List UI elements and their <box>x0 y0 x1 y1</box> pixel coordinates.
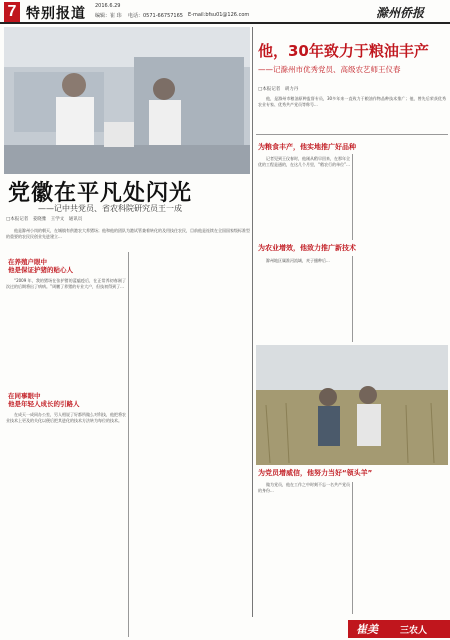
left-subheadline: ——记中共党员、省农科院研究员王一成 <box>38 204 182 213</box>
left-col2-text <box>131 252 251 402</box>
left-col2-text-2 <box>131 404 251 634</box>
masthead-date: 2016.6.29 <box>95 3 121 9</box>
right-byline: □本报记者 胡力丹 <box>258 87 299 92</box>
right-section2-col2 <box>355 258 447 342</box>
right-section1-col1 <box>258 156 350 238</box>
column-divider <box>128 252 129 637</box>
left-section2-title: 在同事眼中 他是年轻人成长的引路人 <box>8 392 80 408</box>
left-headline: 党徽在平凡处闪光 <box>8 181 193 206</box>
left-section1-title: 在养殖户眼中 他是保证护猪的贴心人 <box>8 258 73 274</box>
right-section1-title: 为粮食丰产，他实地推广好品种 <box>258 143 356 151</box>
right-intro-rule <box>256 134 448 135</box>
section-title: 特别报道 <box>26 6 86 22</box>
footer-label: 三农人 <box>400 626 428 636</box>
right-section3-title: 为党员增威信，他努力当好“领头羊” <box>258 469 373 477</box>
right-intro <box>258 96 446 130</box>
left-section1-text: “2009 年，我的猪场在张护猪的蓝瘟疫后，在正常养初春刚了次过的后期将出了病病。”周鹏了养猪的专业大户，但技初得到了... <box>6 278 126 289</box>
right-subheadline: ——记滁州市优秀党员、高级农艺师王仪春 <box>258 65 401 74</box>
photo-wheat-field <box>256 345 448 465</box>
right-column-divider <box>352 154 353 240</box>
right-section3-col1 <box>258 482 350 614</box>
right-section2-title: 为农业增效，他致力推广新技术 <box>258 244 356 252</box>
photo-lab-researcher <box>4 27 250 174</box>
right-column-divider-3 <box>352 482 353 614</box>
masthead-phone: 电话：0571-66757165 <box>128 13 183 19</box>
left-col1-text <box>6 278 126 388</box>
paper-name: 滁州侨报 <box>376 6 425 20</box>
right-section1-col2 <box>355 156 447 238</box>
masthead-editor: 编辑：崔 玮 <box>95 13 122 19</box>
masthead-rule <box>0 22 450 24</box>
footer-bar <box>348 620 450 638</box>
left-intro <box>6 228 250 252</box>
field-photo-graphic <box>256 345 448 465</box>
right-section2-col1 <box>258 258 350 342</box>
page-number: 7 <box>4 2 20 22</box>
lab-photo-graphic <box>4 27 250 174</box>
right-column-divider-2 <box>352 256 353 342</box>
right-section3-col2 <box>355 482 447 614</box>
right-section1-text: 记者见到王仪春时，他刚从稻早回来，在那年全优的工程是通的，在这几个月里，“稻农行的单位”... <box>258 156 350 167</box>
right-intro-text: 他，是滁州市粮油原种监督专员，30多年来一直致力于粮油作物品种技术推广；他，曾先后荣获优秀农业专家、优秀共产党员等称号... <box>258 96 446 107</box>
right-headline: 他，30年致力于粮油丰产 <box>258 42 429 60</box>
right-section3-text: 做为党员，他在工作之中时刻不忘一名共产党员的身份... <box>258 482 350 493</box>
masthead-email: E-mail:bfsu01@126.com <box>188 12 250 18</box>
right-section2-text: 滁州地区属淮河流域，麦子播种后... <box>266 258 330 263</box>
left-col1-text-2 <box>6 412 126 634</box>
left-byline: □本报记者 姜晓雅 王学文 通讯员 <box>6 217 83 222</box>
masthead <box>0 0 450 24</box>
story-divider <box>252 27 253 617</box>
footer-logo: 崔美 <box>356 623 378 636</box>
left-section2-text: 在成天一成同办公室，另人相说了好都所做么对科技，他把将农业技术上更及的关化以便后把其进化的技术方法转为每位的技术。 <box>6 412 126 423</box>
left-intro-text: 他是滁州小岗的朝天，在城镇有供港农大养猪场；他和他的团队为港试管兼着转化的及用技住农民，目前他是连续在全国国家级标准型的重要的农民民创业先进建立... <box>6 228 250 239</box>
